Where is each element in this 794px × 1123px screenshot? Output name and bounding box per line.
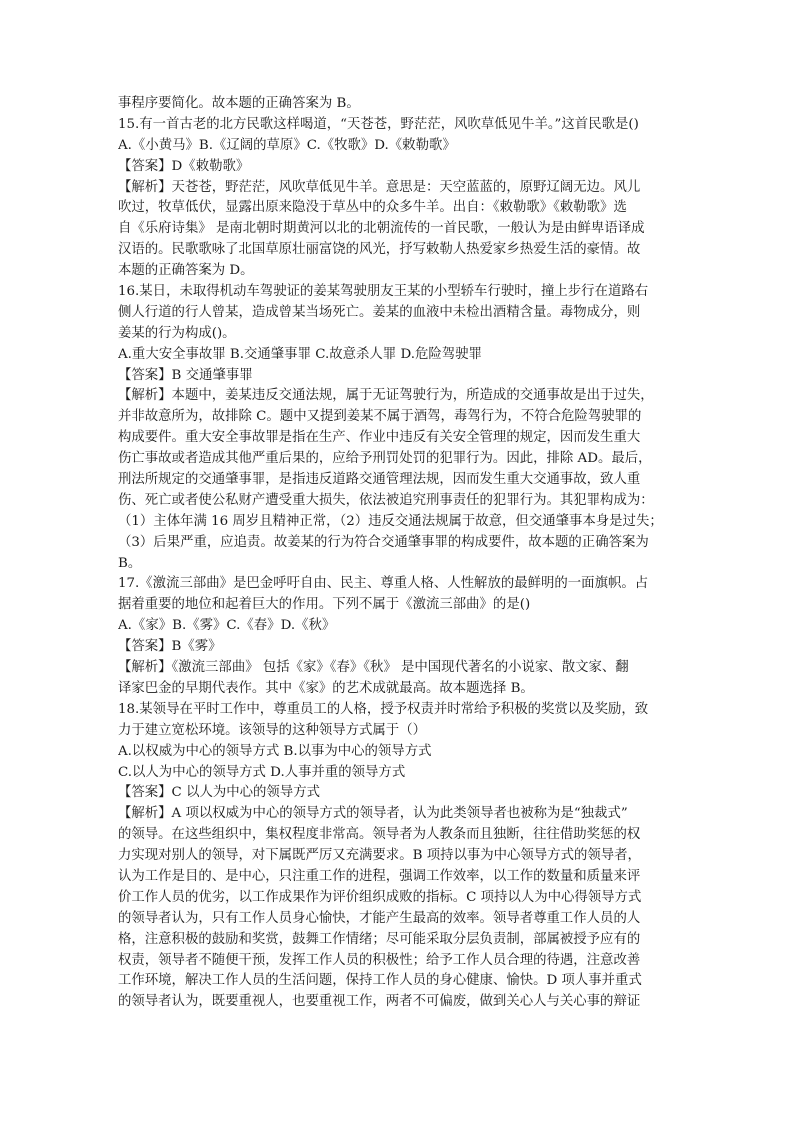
text-line: 本题的正确答案为 D。: [118, 263, 254, 279]
text-line: C.以人为中心的领导方式 D.人事并重的领导方式: [118, 764, 406, 780]
text-line: 事程序要简化。故本题的正确答案为 B。: [118, 96, 360, 111]
text-line: （1）主体年满 16 周岁且精神正常，（2）违反交通法规属于故意，但交通肇事本身是过失；: [118, 513, 663, 529]
text-line: 【答案】B《雾》: [118, 639, 222, 655]
text-line: 18.某领导在平时工作中，尊重员工的人格，授予权责并时常给予积极的奖赏以及奖励，致: [118, 701, 649, 717]
text-line: 权责，领导者不随便干预，发挥工作人员的积极性；给予工作人员合理的待遇，注意改善: [118, 952, 641, 968]
text-line: 姜某的行为构成()。: [118, 325, 236, 341]
text-line: 的领导。在这些组织中，集权程度非常高。领导者为人教条而且独断，往往借助奖惩的权: [118, 827, 641, 843]
text-line: 格，注意积极的鼓励和奖赏，鼓舞工作情绪；尽可能采取分层负责制，部属被授予应有的: [118, 931, 641, 947]
text-line: 【解析】本题中，姜某违反交通法规，属于无证驾驶行为，所造成的交通事故是出于过失，: [118, 388, 654, 404]
text-line: 15.有一首古老的北方民歌这样喝道，“天苍苍，野茫茫，风吹草低见牛羊。”这首民歌是(): [118, 116, 639, 132]
document-page: [118, 94, 674, 1013]
text-line: （3）后果严重，应追责。故姜某的行为符合交通肇事罪的构成要件，故本题的正确答案为: [118, 534, 649, 550]
text-line: 伤、死亡或者使公私财产遭受重大损失，依法被追究刑事责任的犯罪行为。其犯罪构成为：: [118, 492, 654, 508]
text-line: 【答案】C 以人为中心的领导方式: [118, 785, 320, 801]
text-line: 侧人行道的行人曾某，造成曾某当场死亡。姜某的血液中未检出酒精含量。毒物成分，则: [118, 304, 641, 320]
text-line: 自《乐府诗集》 是南北朝时期黄河以北的北朝流传的一首民歌，一般认为是由鲜卑语译成: [118, 221, 645, 237]
text-line: 的领导者认为，只有工作人员身心愉快，才能产生最高的效率。领导者尊重工作人员的人: [118, 910, 641, 926]
text-line: 【解析】《激流三部曲》 包括《家》《春》《秋》 是中国现代著名的小说家、散文家、翻: [118, 660, 629, 676]
text-line: 【解析】天苍苍，野茫茫，风吹草低见牛羊。意思是：天空蓝蓝的，原野辽阔无边。风儿: [118, 179, 641, 195]
text-line: A.《小黄马》B.《辽阔的草原》C.《牧歌》D.《敕勒歌》: [118, 137, 456, 153]
text-line: 伤亡事故或者造成其他严重后果的，应给予刑罚处罚的犯罪行为。因此，排除 AD。最后，: [118, 451, 652, 467]
text-line: 17.《激流三部曲》是巴金呼吁自由、民主、尊重人格、人性解放的最鲜明的一面旗帜。占: [118, 576, 649, 592]
text-line: 【答案】D《敕勒歌》: [118, 158, 250, 174]
text-line: 【答案】B 交通肇事罪: [118, 367, 253, 383]
text-line: 力实现对别人的领导，对下属既严厉又充满要求。B 项持以事为中心领导方式的领导者，: [118, 848, 641, 864]
text-line: 认为工作是目的、是中心，只注重工作的进程，强调工作效率，以工作的数量和质量来评: [118, 868, 641, 884]
text-line: 并非故意所为，故排除 C。题中又提到姜某不属于酒驾，毒驾行为，不符合危险驾驶罪的: [118, 409, 642, 425]
text-line: 【解析】A 项以权威为中心的领导方式的领导者，认为此类领导者也被称为是“独裁式”: [118, 806, 628, 822]
text-line: 力于建立宽松环境。该领导的这种领导方式属于（）: [118, 722, 426, 738]
text-line: 刑法所规定的交通肇事罪，是指违反道路交通管理法规，因而发生重大交通事故，致人重: [118, 472, 641, 488]
text-line: A.《家》B.《雾》C.《春》D.《秋》: [118, 618, 336, 634]
text-line: 工作环境，解决工作人员的生活问题，保持工作人员的身心健康、愉快。D 项人事并重式: [118, 973, 642, 989]
text-line: 据着重要的地位和起着巨大的作用。下列不属于《激流三部曲》的是(): [118, 597, 531, 613]
text-line: 汉语的。民歌歌咏了北国草原壮丽富饶的风光，抒写敕勒人热爱家乡热爱生活的豪情。故: [118, 242, 641, 258]
text-line: A.以权威为中心的领导方式 B.以事为中心的领导方式: [118, 743, 432, 759]
text-line: B。: [118, 555, 142, 571]
text-line: 的领导者认为，既要重视人，也要重视工作，两者不可偏废，做到关心人与关心事的辩证: [118, 994, 641, 1010]
text-line: 16.某日，未取得机动车驾驶证的姜某驾驶朋友王某的小型轿车行驶时，撞上步行在道路右: [118, 284, 649, 300]
text-line: 译家巴金的早期代表作。其中《家》的艺术成就最高。故本题选择 B。: [118, 680, 534, 696]
text-line: 构成要件。重大安全事故罪是指在生产、作业中违反有关安全管理的规定，因而发生重大: [118, 430, 641, 446]
text-line: 价工作人员的优劣，以工作成果作为评价组织成败的指标。C 项持以人为中心得领导方式: [118, 889, 642, 905]
text-line: 吹过，牧草低伏，显露出原来隐没于草丛中的众多牛羊。出自：《敕勒歌》《敕勒歌》选: [118, 200, 627, 216]
text-line: A.重大安全事故罪 B.交通肇事罪 C.故意杀人罪 D.危险驾驶罪: [118, 346, 482, 362]
